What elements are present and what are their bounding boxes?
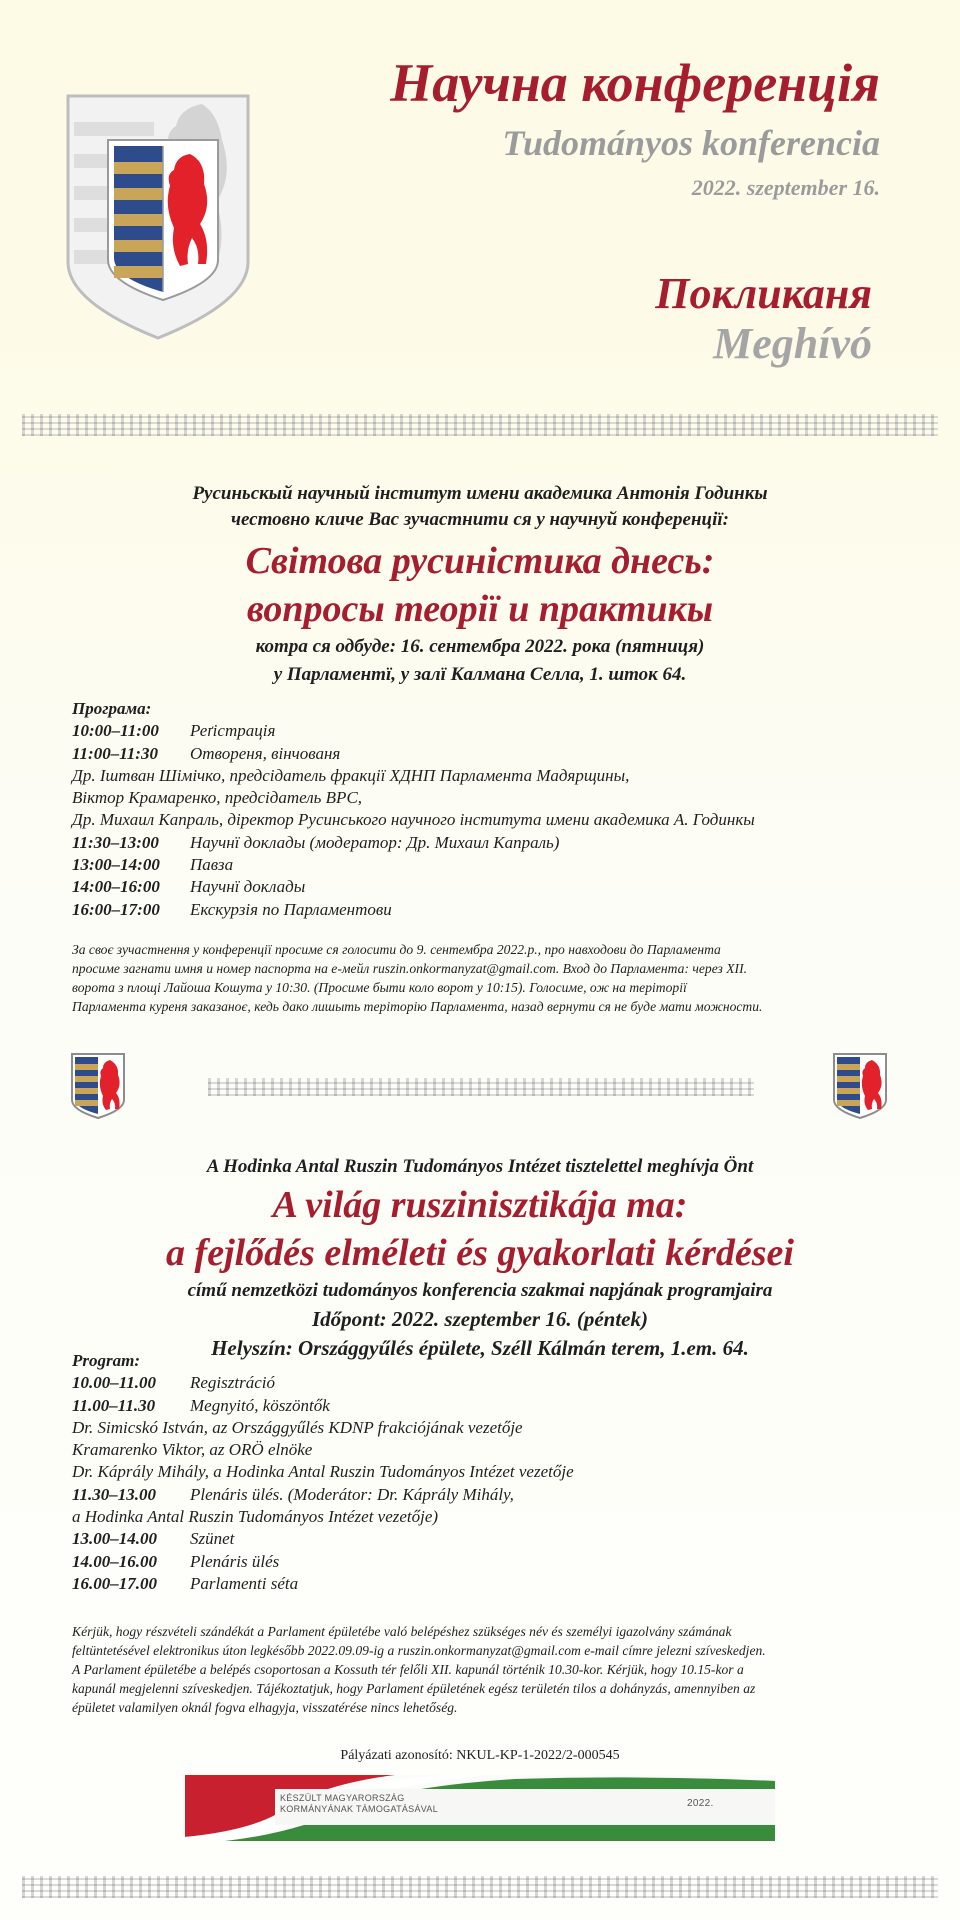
program-row [72, 876, 912, 898]
small-coat-of-arms-right [832, 1052, 888, 1120]
program-item: Научнї доклады (модератор: Др. Михаил Капраль) [190, 832, 560, 852]
banner-year: 2022. [687, 1798, 714, 1809]
program-row [72, 743, 912, 765]
banner-text: KÉSZÜLT MAGYARORSZÁG [280, 1793, 405, 1803]
rusyn-registration-note [72, 940, 912, 1016]
program-time: 11.30–13.00 [72, 1484, 157, 1504]
note-line: Парламента куреня заказаноє, кедь дако лишыть теріторію Парламента, назад вернути ся не буде мати можности. [72, 999, 763, 1014]
hungarian-conference-details: Helyszín: Országgyűlés épülete, Széll Kálmán terem, 1.em. 64. [211, 1336, 749, 1360]
program-item: Megnyitó, köszöntők [190, 1395, 330, 1415]
rusyn-program [72, 698, 912, 921]
program-item: Др. Михаил Капраль, діректор Русинського научного інститута имени академика А. Годинкы [72, 810, 755, 830]
rusyn-conference-title: вопросы теорії и практикы [246, 588, 714, 630]
ornament-divider-middle [208, 1078, 754, 1096]
program-time: 11:00–11:30 [72, 743, 158, 763]
note-line: ворота з площі Лайоша Кошута у 10:30. (Просиме быти коло ворот у 10:15). Голосиме, ож на теріторії [72, 980, 687, 995]
program-row [72, 1484, 912, 1506]
program-item: Kramarenko Viktor, az ORÖ elnöke [72, 1440, 313, 1460]
program-item: Szünet [190, 1529, 235, 1549]
program-item: Plenáris ülés. (Moderátor: Dr. Káprály Mihály, [190, 1484, 514, 1504]
hungarian-conference-title: a fejlődés elméleti és gyakorlati kérdései [166, 1232, 794, 1274]
program-item: Павза [190, 855, 234, 875]
program-item: Екскурзія по Парламентови [190, 899, 392, 919]
program-item: Віктор Крамаренко, предсідатель ВРС, [72, 788, 363, 808]
program-item: Regisztráció [190, 1373, 275, 1393]
rusyn-invitation-block [40, 481, 920, 689]
program-time: 11.00–11.30 [72, 1395, 156, 1415]
program-row [72, 1395, 912, 1417]
program-item: Parlamenti séta [190, 1573, 299, 1593]
program-time: 13.00–14.00 [72, 1529, 157, 1549]
conference-date: 2022. szeptember 16. [691, 175, 880, 200]
note-line: feltüntetésével elektronikus úton legkésőbb 2022.09.09-ig a ruszin.onkormanyzat@gmail.com e-mail címre jelezni szíveskedjen. [72, 1643, 766, 1658]
program-row [72, 720, 912, 742]
hungarian-conference-details: című nemzetközi tudományos konferencia szakmai napjának programjaira [187, 1280, 773, 1301]
small-coat-of-arms-left [70, 1052, 126, 1120]
hungarian-conference-title: A világ ruszinisztikája ma: [272, 1184, 688, 1226]
note-line: просиме загнати имня и номер паспорта на е-мейл ruszin.onkormanyzat@gmail.com. Вход до Парламента: через XII. [72, 961, 748, 976]
rusyn-intro-line: честовно кличе Вас зучастнити ся у научнуй конференції: [231, 509, 729, 530]
program-row [72, 854, 912, 876]
government-support-banner [185, 1775, 775, 1841]
conference-title-hungarian: Tudományos konferencia [502, 123, 880, 163]
program-item: Др. Іштван Шімічко, предсідатель фракції ХДНП Парламента Мадярщины, [72, 765, 630, 785]
rusyn-conference-details: котра ся одбуде: 16. сентембра 2022. рока (пятниця) [255, 636, 705, 657]
note-line: Kérjük, hogy részvételi szándékát a Parlament épületébe való belépéshez szükséges név és személyi igazolvány számának [72, 1624, 732, 1639]
program-row [72, 1372, 912, 1394]
note-line: kapunál megjelenni szíveskedjen. Tájékoztatjuk, hogy Parlament épületének egész területén tilos a dohányzás, amennyiben az [72, 1681, 756, 1696]
program-row [72, 1573, 912, 1595]
rusyn-conference-title: Світова русиністика днесь: [245, 540, 715, 582]
program-item: Отвореня, вінчованя [190, 743, 341, 763]
program-time: 11:30–13:00 [72, 832, 159, 852]
program-time: 16:00–17:00 [72, 899, 160, 919]
program-item: Реґістрація [190, 721, 276, 741]
hungarian-program [72, 1350, 912, 1595]
conference-title-rusyn: Научна конференція [390, 53, 880, 113]
program-row [72, 809, 912, 831]
program-item: a Hodinka Antal Ruszin Tudományos Intézet vezetője) [72, 1507, 439, 1527]
program-heading: Програма: [72, 699, 152, 718]
program-row [72, 832, 912, 854]
program-heading: Program: [72, 1351, 140, 1370]
ornament-divider-top [22, 414, 938, 436]
program-time: 10:00–11:00 [72, 721, 159, 741]
program-row [72, 1551, 912, 1573]
coat-of-arms-logo [62, 92, 254, 342]
program-time: 16.00–17.00 [72, 1573, 157, 1593]
program-row [72, 899, 912, 921]
ornament-divider-bottom [22, 1876, 938, 1898]
hungarian-registration-note [72, 1622, 912, 1717]
banner-text: KORMÁNYÁNAK TÁMOGATÁSÁVAL [280, 1804, 439, 1814]
program-row [72, 1417, 912, 1439]
program-time: 14.00–16.00 [72, 1551, 157, 1571]
note-line: За своє зучастнення у конференції просиме ся голосити до 9. сентембра 2022.р., про навходови до Парламента [72, 942, 721, 957]
note-line: épületet valamilyen oknál fogva elhagyja, visszatérése nincs lehetőség. [72, 1700, 458, 1715]
invitation-label-rusyn: Покликаня [655, 269, 872, 318]
program-time: 13:00–14:00 [72, 855, 160, 875]
program-item: Научнї доклады [190, 877, 306, 897]
rusyn-conference-details: у Парламентї, у залї Калмана Селла, 1. шток 64. [273, 664, 687, 685]
program-row [72, 765, 912, 787]
invitation-label-hungarian: Meghívó [713, 319, 872, 368]
program-row [72, 787, 912, 809]
program-row [72, 1506, 912, 1528]
hungarian-intro-line: A Hodinka Antal Ruszin Tudományos Intézet tisztelettel meghívja Önt [206, 1156, 754, 1177]
program-item: Dr. Simicskó István, az Országgyűlés KDNP frakciójának vezetője [72, 1417, 523, 1437]
program-item: Dr. Káprály Mihály, a Hodinka Antal Ruszin Tudományos Intézet vezetője [72, 1462, 574, 1482]
program-time: 14:00–16:00 [72, 877, 160, 897]
note-line: A Parlament épületébe a belépés csoportosan a Kossuth tér felőli XII. kapunál történik 10.30-kor. Kérjük, hogy 10.15-kor a [72, 1662, 744, 1677]
program-row [72, 1439, 912, 1461]
program-row [72, 1461, 912, 1483]
project-identifier: Pályázati azonosító: NKUL-KP-1-2022/2-000545 [340, 1748, 620, 1763]
program-time: 10.00–11.00 [72, 1373, 157, 1393]
rusyn-intro-line: Русиньскый научный інститут имени академика Антонія Годинкы [192, 483, 768, 504]
hungarian-invitation-block [40, 1154, 920, 1363]
program-row [72, 1528, 912, 1550]
hungarian-conference-details: Időpont: 2022. szeptember 16. (péntek) [312, 1307, 648, 1331]
program-item: Plenáris ülés [190, 1551, 280, 1571]
